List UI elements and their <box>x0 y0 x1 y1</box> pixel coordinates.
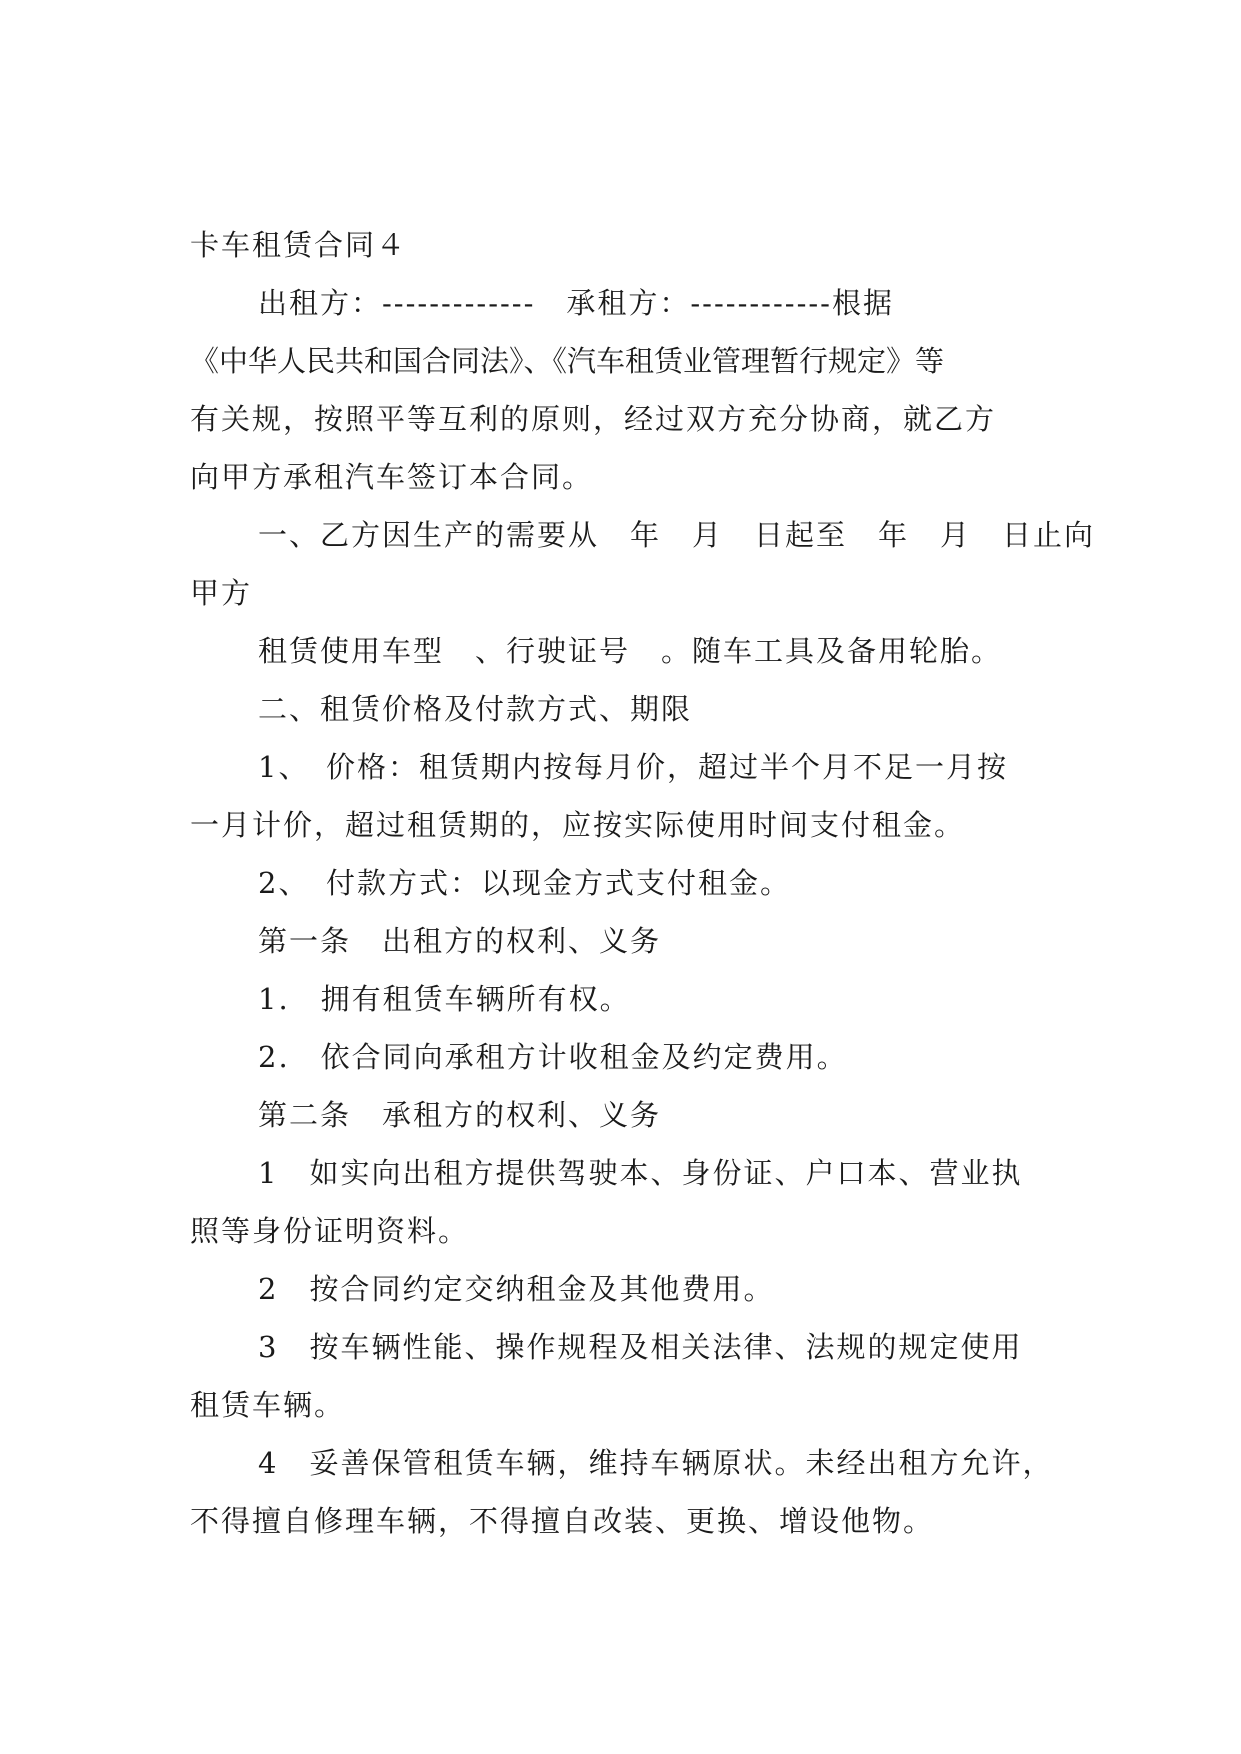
paragraph-line: 1 如实向出租方提供驾驶本、身份证、户口本、营业执 <box>258 1156 1023 1190</box>
paragraph-line: 出租方：------------- 承租方：------------根据 <box>258 286 894 320</box>
paragraph-line: 1、 价格：租赁期内按每月价，超过半个月不足一月按 <box>258 750 1008 784</box>
paragraph-line: 照等身份证明资料。 <box>190 1214 470 1248</box>
paragraph-line: 租赁车辆。 <box>190 1388 346 1422</box>
paragraph-line: 一月计价，超过租赁期的，应按实际使用时间支付租金。 <box>190 808 966 842</box>
section-heading: 第二条 承租方的权利、义务 <box>258 1098 662 1132</box>
paragraph-line: 甲方 <box>190 576 253 610</box>
paragraph-line: 1. 拥有租赁车辆所有权。 <box>258 982 631 1016</box>
paragraph-line: 向甲方承租汽车签订本合同。 <box>190 460 594 494</box>
paragraph-line: 2. 依合同向承租方计收租金及约定费用。 <box>258 1040 848 1074</box>
paragraph-line: 2、 付款方式：以现金方式支付租金。 <box>258 866 791 900</box>
paragraph-line: 3 按车辆性能、操作规程及相关法律、法规的规定使用 <box>258 1330 1023 1364</box>
paragraph-line: 4 妥善保管租赁车辆，维持车辆原状。未经出租方允许， <box>258 1446 1054 1480</box>
paragraph-line: 2 按合同约定交纳租金及其他费用。 <box>258 1272 775 1306</box>
document-title: 卡车租赁合同４ <box>190 228 408 262</box>
paragraph-line: 有关规，按照平等互利的原则，经过双方充分协商，就乙方 <box>190 402 997 436</box>
section-heading: 二、租赁价格及付款方式、期限 <box>258 692 693 726</box>
paragraph-line: 一、乙方因生产的需要从 年 月 日起至 年 月 日止向 <box>258 518 1096 552</box>
paragraph-line: 不得擅自修理车辆，不得擅自改装、更换、增设他物。 <box>190 1504 935 1538</box>
section-heading: 第一条 出租方的权利、义务 <box>258 924 662 958</box>
paragraph-line: 《中华人民共和国合同法》、《汽车租赁业管理暂行规定》等 <box>190 344 945 378</box>
paragraph-line: 租赁使用车型 、行驶证号 。随车工具及备用轮胎。 <box>258 634 1003 668</box>
